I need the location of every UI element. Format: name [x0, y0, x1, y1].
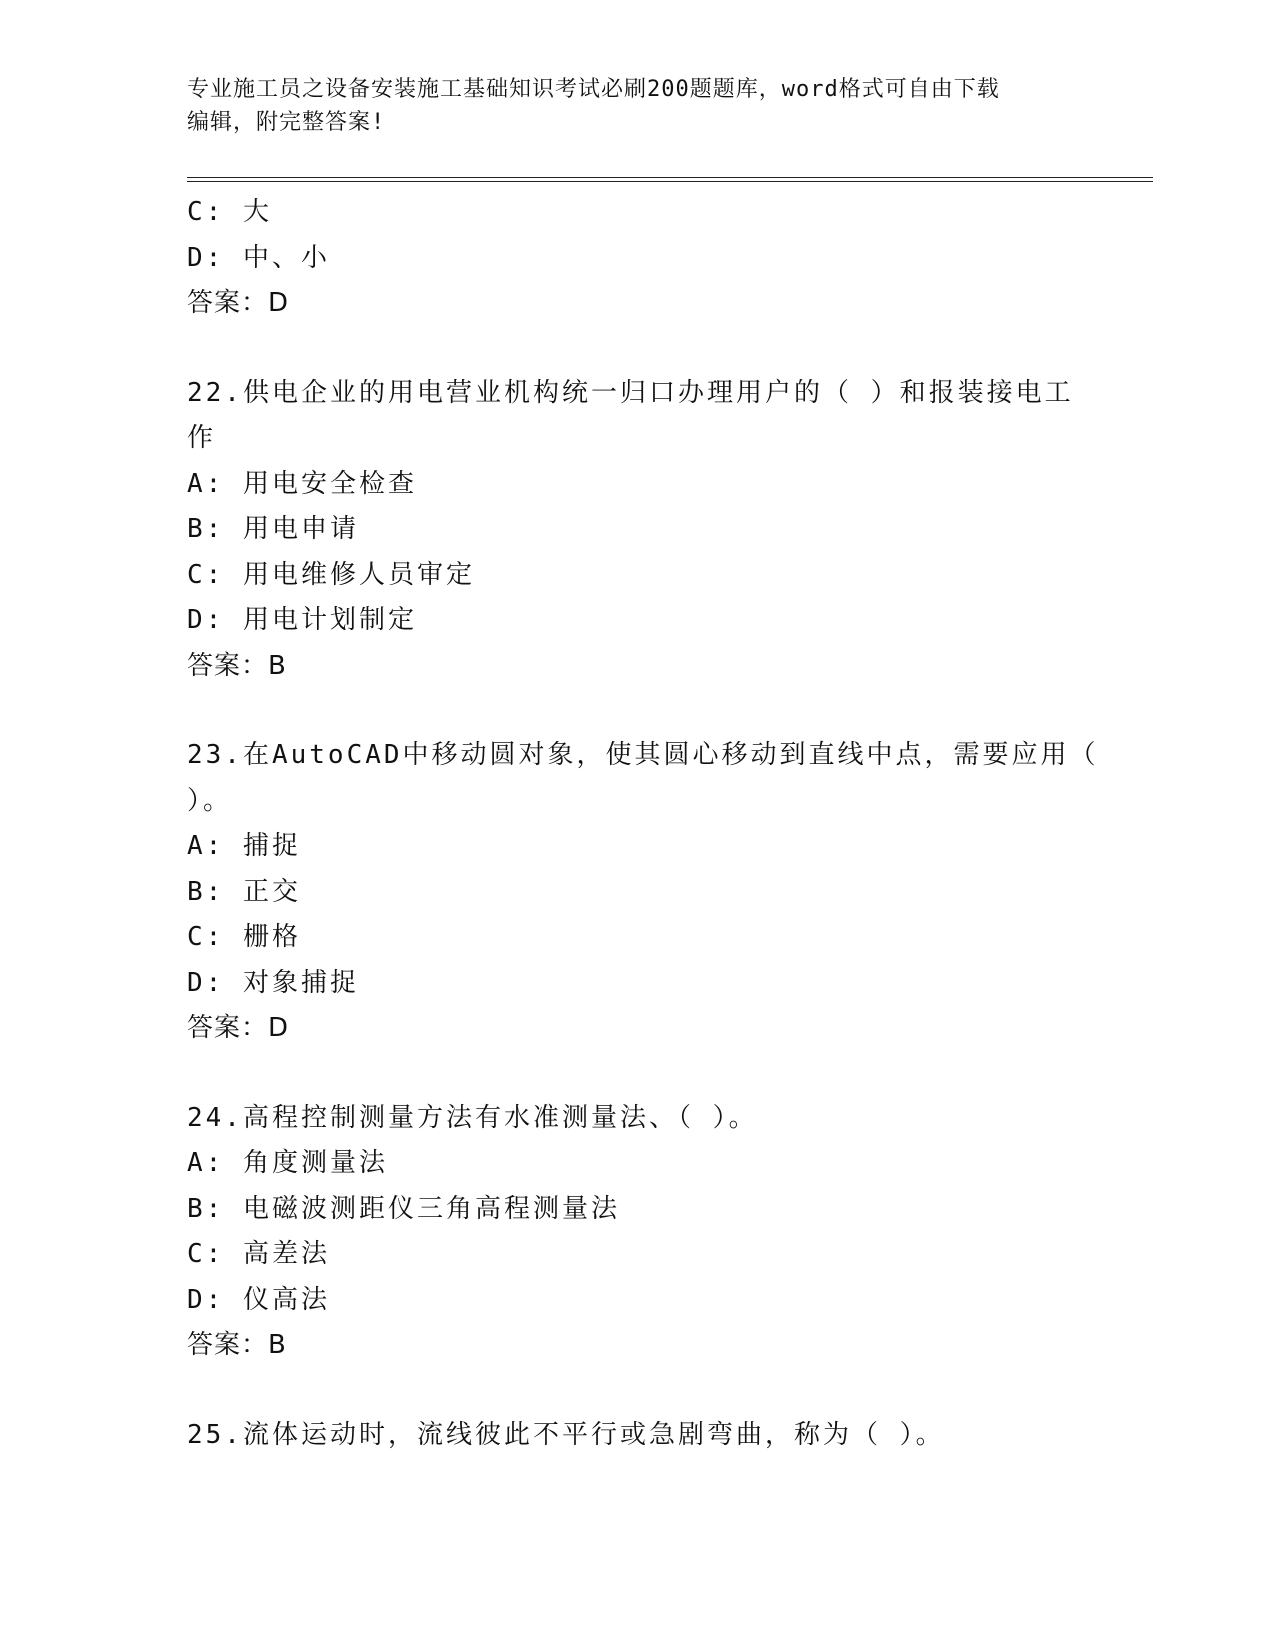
option-d: D: 对象捕捉 — [187, 967, 359, 998]
option-c: C: 栅格 — [187, 922, 301, 952]
question-text: 23.在AutoCAD中移动圆对象，使其圆心移动到直线中点，需要应用（ — [187, 740, 1099, 770]
option-a: A: 用电安全检查 — [187, 468, 417, 499]
header-divider — [187, 177, 1153, 182]
option-c: C: 用电维修人员审定 — [187, 559, 475, 590]
option-d: D: 仪高法 — [187, 1284, 330, 1315]
option-d: D: 中、小 — [187, 242, 330, 273]
option-a: A: 角度测量法 — [187, 1148, 388, 1178]
question-25 — [187, 1413, 1087, 1459]
option-b: B: 用电申请 — [187, 514, 359, 544]
question-21-tail — [187, 190, 1087, 327]
question-text-cont: 作 — [187, 423, 217, 453]
question-text-cont: ）。 — [187, 785, 233, 816]
document-header — [187, 73, 1087, 139]
option-d: D: 用电计划制定 — [187, 605, 417, 635]
question-23 — [187, 733, 1099, 1052]
answer: 答案：D — [187, 1013, 290, 1043]
question-text: 22.供电企业的用电营业机构统一归口办理用户的（ ）和报装接电工 — [187, 377, 1074, 408]
question-22 — [187, 371, 1087, 690]
question-text: 25.流体运动时，流线彼此不平行或急剧弯曲，称为（ ）。 — [187, 1419, 945, 1450]
header-line-1: 专业施工员之设备安装施工基础知识考试必刷200题题库，word格式可自由下载 — [187, 77, 1000, 102]
answer: 答案：D — [187, 288, 290, 318]
option-b: B: 正交 — [187, 876, 301, 907]
option-c: C: 大 — [187, 197, 272, 227]
option-c: C: 高差法 — [187, 1239, 330, 1269]
answer: 答案：B — [187, 650, 287, 681]
option-b: B: 电磁波测距仪三角高程测量法 — [187, 1193, 620, 1224]
option-a: A: 捕捉 — [187, 831, 301, 861]
answer: 答案：B — [187, 1330, 287, 1360]
header-line-2: 编辑，附完整答案! — [187, 110, 386, 135]
document-body — [187, 190, 1099, 1458]
question-24 — [187, 1096, 1087, 1369]
question-text: 24.高程控制测量方法有水准测量法、（ ）。 — [187, 1102, 758, 1133]
